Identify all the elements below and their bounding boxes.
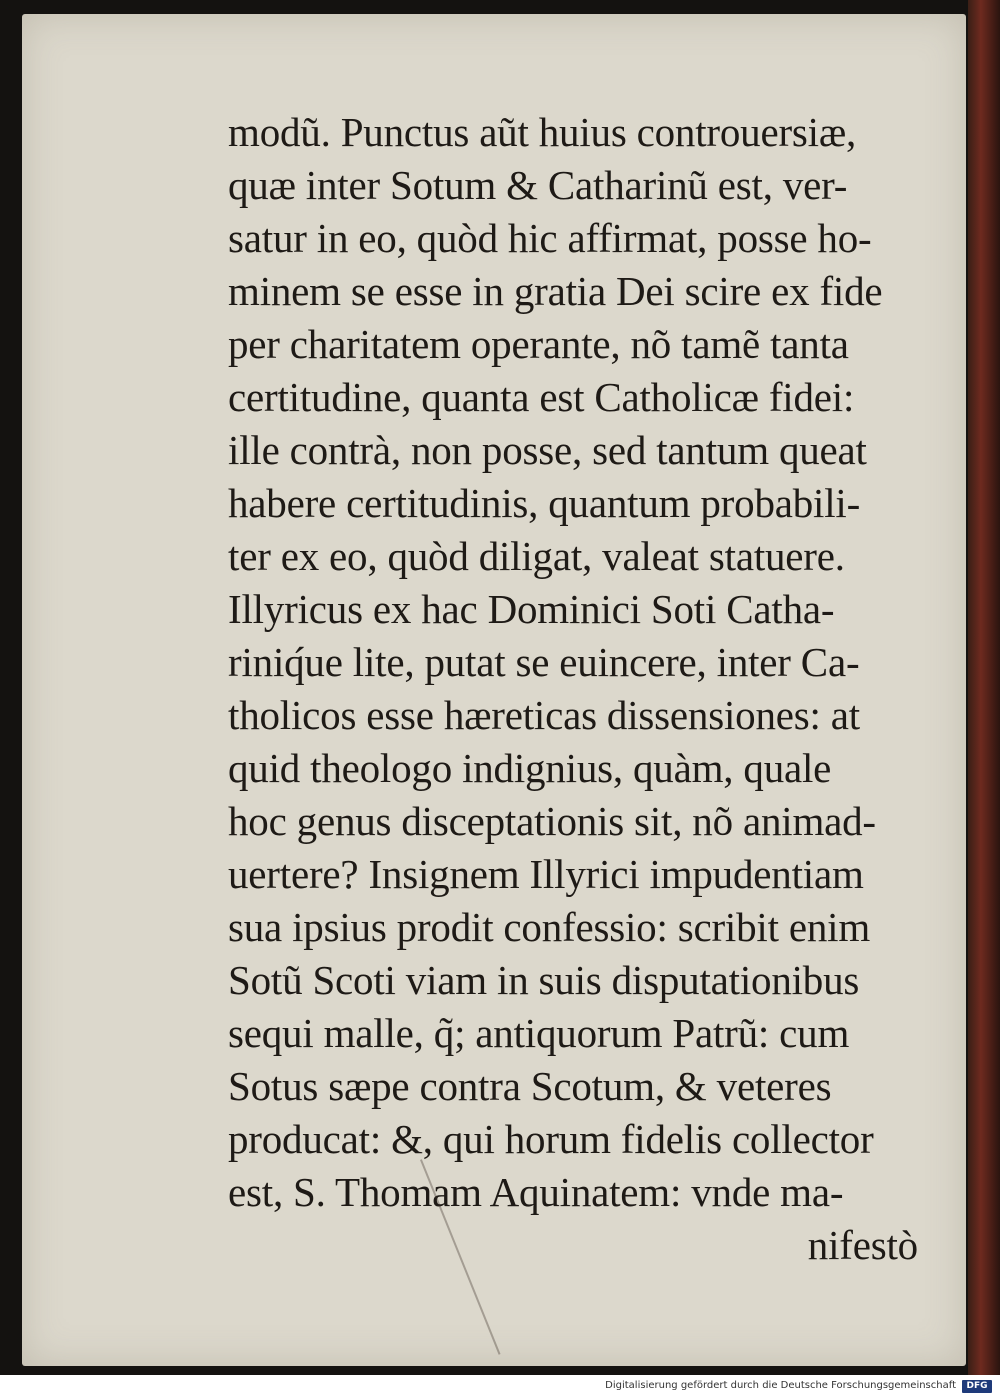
text-line: uertere? Insignem Illyrici impudentiam bbox=[228, 851, 864, 897]
text-line: sua ipsius prodit confessio: scribit enim bbox=[228, 904, 871, 950]
text-line: certitudine, quanta est Catholicæ fidei: bbox=[228, 374, 855, 420]
text-line: quæ inter Sotum & Catharinũ est, ver- bbox=[228, 162, 848, 208]
text-line: hoc genus disceptationis sit, nõ animad- bbox=[228, 798, 876, 844]
text-line: per charitatem operante, nõ tamẽ tanta bbox=[228, 321, 849, 367]
text-line: tholicos esse hæreticas dissensiones: at bbox=[228, 692, 860, 738]
text-block bbox=[228, 106, 928, 1272]
text-line: Illyricus ex hac Dominici Soti Catha- bbox=[228, 586, 835, 632]
text-line: minem se esse in gratia Dei scire ex fide bbox=[228, 268, 883, 314]
text-line: ter ex eo, quòd diligat, valeat statuere. bbox=[228, 533, 845, 579]
catchword: nifestò bbox=[807, 1222, 918, 1268]
text-line: habere certitudinis, quantum probabili- bbox=[228, 480, 861, 526]
book-binding-edge bbox=[968, 0, 1000, 1375]
text-line: producat: &, qui horum fidelis collector bbox=[228, 1116, 874, 1162]
text-line: modũ. Punctus aũt huius controuersiæ, bbox=[228, 109, 857, 155]
book-page bbox=[22, 14, 966, 1366]
text-line: satur in eo, quòd hic affirmat, posse ho- bbox=[228, 215, 872, 261]
dfg-logo-icon: DFG bbox=[962, 1380, 992, 1393]
text-line: ille contrà, non posse, sed tantum queat bbox=[228, 427, 867, 473]
text-line: Sotus sæpe contra Scotum, & veteres bbox=[228, 1063, 832, 1109]
text-line: est, S. Thomam Aquinatem: vnde ma- bbox=[228, 1169, 844, 1215]
text-line: quid theologo indignius, quàm, quale bbox=[228, 745, 832, 791]
text-line: riniq́ue lite, putat se euincere, inter Ca- bbox=[228, 639, 860, 685]
funding-credit: Digitalisierung gefördert durch die Deutsche Forschungsgemeinschaft bbox=[605, 1380, 956, 1391]
text-line: sequi malle, q̃; antiquorum Patrũ: cum bbox=[228, 1010, 850, 1056]
text-line: Sotũ Scoti viam in suis disputationibus bbox=[228, 957, 860, 1003]
footer bbox=[0, 1375, 1000, 1398]
